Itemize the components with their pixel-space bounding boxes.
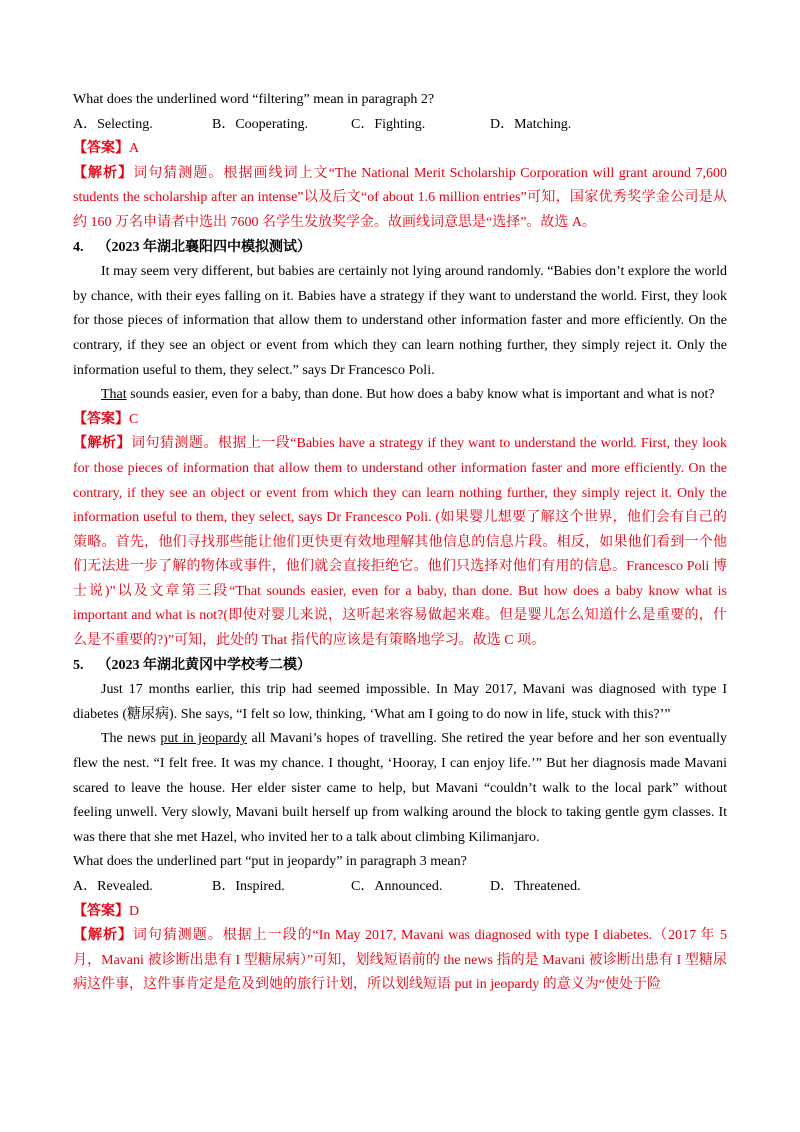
q5-source: （2023 年湖北黄冈中学校考二模） bbox=[97, 657, 311, 673]
paragraph-text: all Mavani’s hopes of travelling. She retired the year before and her son eventually flew the nest. “I felt free. It was my chance. I thought, ‘Hooray, I can enjoy life.’” But her diagnosis made Mavani scared to leave the house. Her elder sister came to help, but Mavani “couldn’t walk to the local park” without feeling unwell. Very slowly, Mavani built herself up from walking around the block to taking gentle gym classes. It was there that she met Hazel, who invited her to a talk about climbing Kilimanjaro. bbox=[73, 731, 727, 845]
q5-option-d: D．Threatened. bbox=[490, 879, 581, 894]
q4-number: 4. bbox=[73, 239, 84, 255]
underlined-phrase: put in jeopardy bbox=[160, 731, 248, 747]
analysis-tag: 【解析】 bbox=[73, 436, 131, 452]
q4-answer bbox=[73, 408, 727, 433]
analysis-text: 词句猜测题。根据上一段的“In May 2017, Mavani was diagnosed with type I diabetes.（2017 年 5 月，Mavani 被诊断出患有 I 型糖尿病）”可知，划线短语前的 the news 指的是 Mavani 被诊断出患有 I 型糖尿病这件事，这件事肯定是危及到她的旅行计划，所以划线短语 put in jeopardy 的意义为“使处于险 bbox=[73, 928, 727, 993]
q4-heading bbox=[73, 236, 727, 261]
paragraph-text-pre: The news bbox=[101, 731, 161, 747]
paragraph-text: sounds easier, even for a baby, than done. But how does a baby know what is important and what is not? bbox=[126, 387, 715, 403]
analysis-text: 词句猜测题。根据画线词上文“The National Merit Scholarship Corporation will grant around 7,600 students the scholarship after an intense”以及后文“of about 1.6 million entries”可知，国家优秀奖学金公司是从约 160 万名申请者中选出 7600 名学生发放奖学金。故画线词意思是“选择”。故选 A。 bbox=[73, 165, 727, 230]
q5-analysis bbox=[73, 924, 727, 998]
answer-tag: 【答案】 bbox=[73, 411, 129, 427]
answer-tag: 【答案】 bbox=[73, 141, 129, 157]
q5-question: What does the underlined part “put in jeopardy” in paragraph 3 mean? bbox=[73, 854, 467, 870]
q4-paragraph-2 bbox=[73, 383, 727, 408]
q4-source: （2023 年湖北襄阳四中模拟测试） bbox=[97, 239, 311, 255]
q5-option-b: B．Inspired. bbox=[212, 879, 285, 894]
answer-value: D bbox=[129, 903, 140, 919]
q3-answer bbox=[73, 137, 727, 162]
q3-option-c: C．Fighting. bbox=[351, 116, 426, 132]
q5-answer bbox=[73, 900, 727, 925]
answer-tag: 【答案】 bbox=[73, 903, 129, 919]
analysis-tag: 【解析】 bbox=[73, 928, 133, 944]
answer-value: C bbox=[129, 411, 139, 427]
q5-option-c: C．Announced. bbox=[351, 879, 443, 894]
q5-options bbox=[73, 875, 727, 900]
q5-number: 5. bbox=[73, 657, 84, 673]
analysis-tag: 【解析】 bbox=[73, 165, 134, 181]
q5-option-a: A．Revealed. bbox=[73, 879, 153, 894]
answer-value: A bbox=[129, 141, 140, 157]
q3-options bbox=[73, 113, 727, 138]
q3-option-a: A．Selecting. bbox=[73, 116, 153, 132]
q4-analysis bbox=[73, 432, 727, 653]
q4-paragraph-1: It may seem very different, but babies are certainly not lying around randomly. “Babies don’t explore the world by chance, with their eyes falling on it. Babies have a strategy if they want to understand the world. First, they look for those pieces of information that allow them to understand other information faster and more efficiently. On the contrary, if they see an object or event from which they can learn nothing further, they simply reject it. Only the information useful to them, they select.” says Dr Francesco Poli. bbox=[73, 264, 727, 378]
underlined-word: That bbox=[101, 387, 127, 403]
q5-heading bbox=[73, 654, 727, 679]
q3-option-b: B．Cooperating. bbox=[212, 116, 309, 132]
q3-analysis bbox=[73, 162, 727, 236]
q3-option-d: D．Matching. bbox=[490, 116, 572, 132]
q5-paragraph-1: Just 17 months earlier, this trip had seemed impossible. In May 2017, Mavani was diagnosed with type I diabetes (糖尿病). She says, “I felt so low, thinking, ‘What am I going to do now in life, stuck with this?’” bbox=[73, 682, 727, 722]
q5-paragraph-2 bbox=[73, 727, 727, 850]
analysis-text: 词句猜测题。根据上一段“Babies have a strategy if they want to understand the world. First, they look for those pieces of information that allow them to understand other information faster and more efficiently. On the contrary, if they see an object or event from which they can learn nothing further, they simply reject it. Only the information useful to them, they select, says Dr Francesco Poli. (如果婴儿想要了解这个世界，他们会有自己的策略。首先，他们寻找那些能让他们更快更有效地理解其他信息的信息片段。相反，如果他们看到一个他们无法进一步了解的物体或事件，他们就会直接拒绝它。他们只选择对他们有用的信息。Francesco Poli 博士说)”以及文章第三段“That sounds easier, even for a baby, than done. But how does a baby know what is important and what is not?(即使对婴儿来说，这听起来容易做起来难。但是婴儿怎么知道什么是重要的，什么是不重要的?)”可知，此处的 That 指代的应该是有策略地学习。故选 C 项。 bbox=[73, 436, 728, 649]
q3-question: What does the underlined word “filtering” mean in paragraph 2? bbox=[73, 92, 435, 107]
document-page bbox=[73, 88, 727, 998]
